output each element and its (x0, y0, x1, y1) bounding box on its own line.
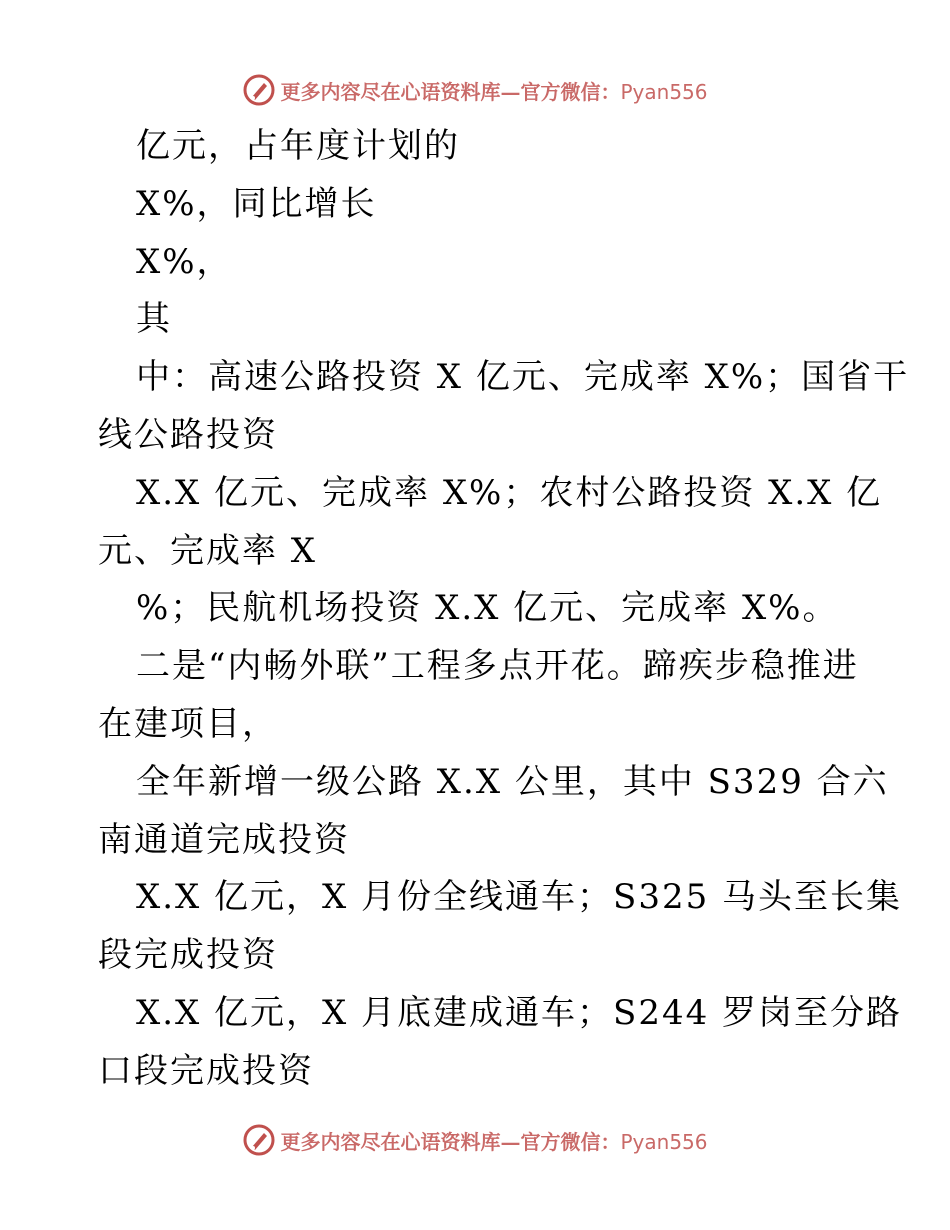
text-line: 线公路投资 (98, 414, 278, 455)
text-line: 中：高速公路投资 X 亿元、完成率 X%；国省干 (136, 357, 910, 398)
text-line: 亿元，占年度计划的 (136, 126, 460, 166)
text-line: 口段完成投资 (98, 1050, 314, 1091)
watermark-text: 更多内容尽在心语资料库—官方微信：Pyan556 (280, 1129, 708, 1154)
text-line: X.X 亿元，X 月份全线通车；S325 马头至长集 (136, 877, 903, 918)
watermark-footer (0, 1120, 950, 1160)
pen-logo-icon (242, 73, 276, 107)
text-line: 在建项目， (98, 703, 278, 744)
document-body (98, 118, 910, 1101)
pen-logo-icon (242, 1123, 276, 1157)
text-line: 元、完成率 X (98, 530, 318, 571)
text-line: X%， (136, 241, 233, 282)
text-line: X%，同比增长 (136, 183, 377, 224)
text-line: X.X 亿元，X 月底建成通车；S244 罗岗至分路 (136, 992, 903, 1033)
text-line: 二是“内畅外联”工程多点开花。蹄疾步稳推进 (136, 646, 859, 687)
text-line: 南通道完成投资 (98, 819, 350, 860)
watermark-text: 更多内容尽在心语资料库—官方微信：Pyan556 (280, 79, 708, 104)
text-line: %；民航机场投资 X.X 亿元、完成率 X%。 (136, 588, 839, 629)
text-line: 其 (136, 299, 172, 340)
text-line: 全年新增一级公路 X.X 公里，其中 S329 合六 (136, 761, 889, 802)
watermark-header (0, 70, 950, 110)
text-line: 段完成投资 (98, 935, 278, 976)
text-line: X.X 亿元、完成率 X%；农村公路投资 X.X 亿 (136, 472, 883, 513)
